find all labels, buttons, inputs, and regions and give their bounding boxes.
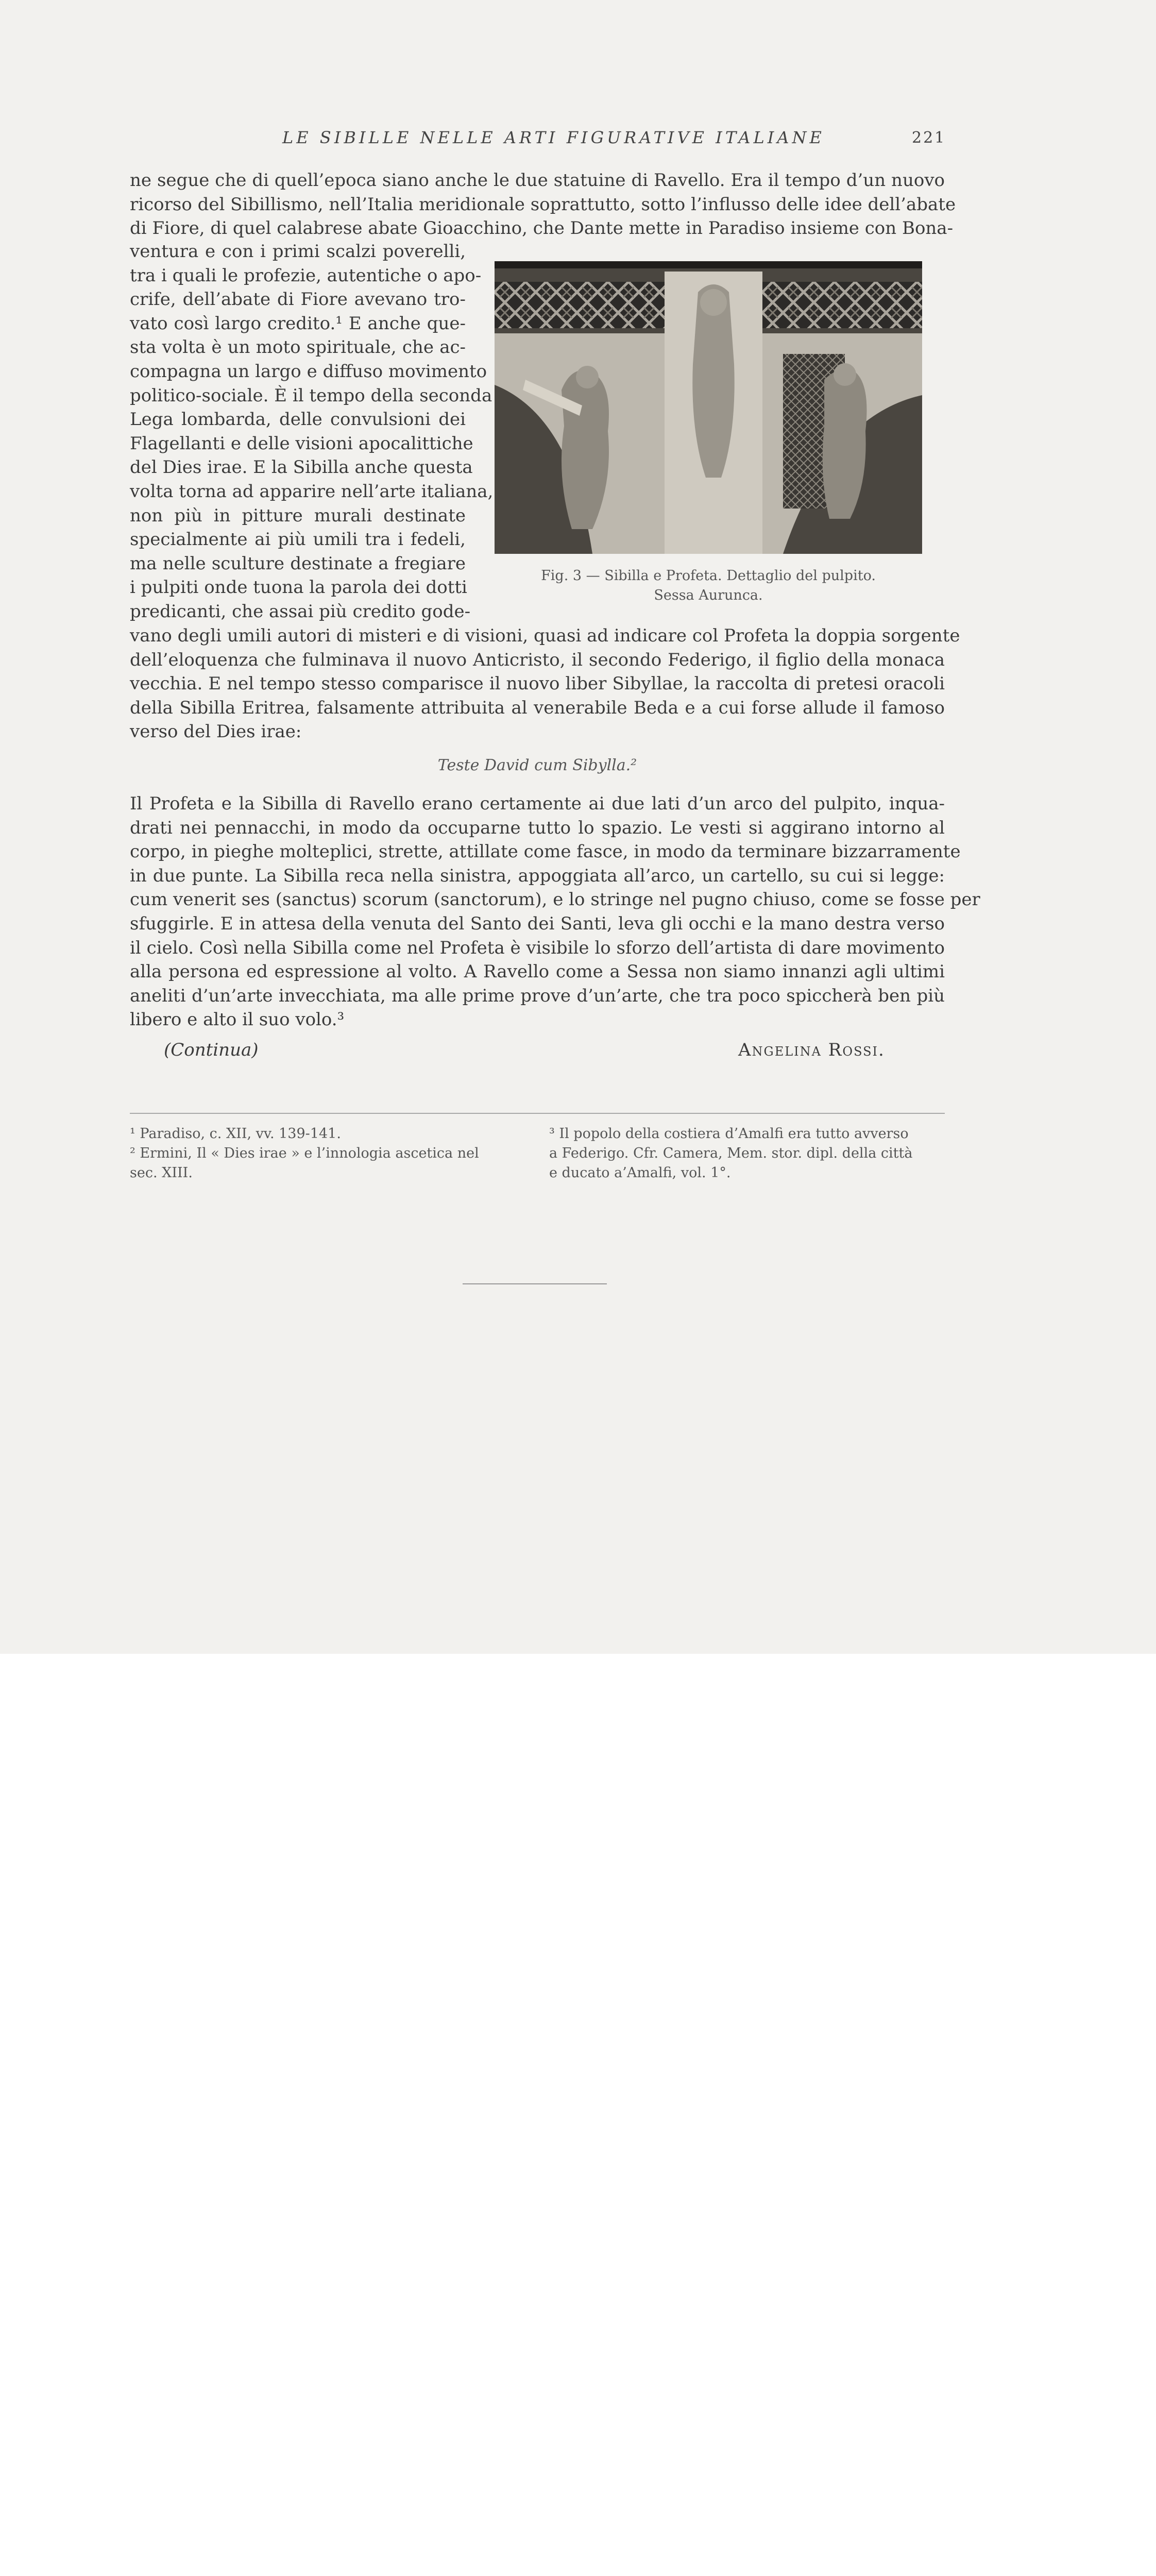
text-line: crife, dell’abate di Fiore avevano tro- (130, 289, 466, 310)
text-line: politico-sociale. È il tempo della seconda (130, 385, 492, 406)
text-line: corpo, in pieghe molteplici, strette, attillate come fasce, in modo da terminare bizzarramente (130, 841, 961, 862)
paragraph-2 (130, 792, 980, 1032)
paragraph-1 (130, 168, 956, 241)
text-line: cum venerit ses (sanctus) scorum (sanctorum), e lo stringe nel pugno chiuso, come se fosse per (130, 889, 980, 910)
paragraph-1-continued (130, 624, 960, 744)
text-line: il cielo. Così nella Sibilla come nel Profeta è visibile lo sforzo dell’artista di dare movimento (130, 937, 945, 958)
text-line: non più in pitture murali destinate (130, 505, 466, 526)
footnotes-left (130, 1124, 532, 1183)
text-line: specialmente ai più umili tra i fedeli, (130, 529, 466, 550)
text-line: vecchia. E nel tempo stesso comparisce il nuovo liber Sibyllae, la raccolta di pretesi oracoli (130, 673, 945, 694)
footnote-line: ² Ermini, Il « Dies irae » e l’innologia ascetica nel (130, 1145, 479, 1161)
text-line: ma nelle sculture destinate a fregiare (130, 553, 466, 574)
text-line: drati nei pennacchi, in modo da occuparne tutto lo spazio. Le vesti si aggirano intorno al (130, 817, 945, 838)
text-line: in due punte. La Sibilla reca nella sinistra, appoggiata all’arco, un cartello, su cui si legge: (130, 865, 945, 886)
end-divider (463, 1283, 607, 1284)
page-number: 221 (912, 129, 946, 147)
text-line: i pulpiti onde tuona la parola dei dotti (130, 577, 467, 598)
text-line: vato così largo credito.¹ E anche que- (130, 313, 466, 334)
text-line: del Dies irae. E la Sibilla anche questa (130, 457, 473, 478)
text-line: della Sibilla Eritrea, falsamente attribuita al venerabile Beda e a cui forse allude il famoso (130, 697, 945, 718)
text-line: Il Profeta e la Sibilla di Ravello erano certamente ai due lati d’un arco del pulpito, inqua- (130, 793, 945, 814)
relief-illustration (495, 261, 922, 554)
text-line: di Fiore, di quel calabrese abate Gioacchino, che Dante mette in Paradiso insieme con Bona- (130, 218, 954, 239)
text-line: tra i quali le profezie, autentiche o apo- (130, 265, 482, 286)
text-line: dell’eloquenza che fulminava il nuovo Anticristo, il secondo Federigo, il figlio della monaca (130, 649, 945, 670)
text-line: sta volta è un moto spirituale, che ac- (130, 337, 466, 358)
figure-photo-pulpit (495, 261, 922, 554)
text-line: verso del Dies irae: (130, 721, 302, 742)
text-line: Lega lombarda, delle convulsioni dei (130, 409, 466, 430)
text-line: vano degli umili autori di misteri e di visioni, quasi ad indicare col Profeta la doppia sorgente (130, 625, 960, 646)
text-line: volta torna ad apparire nell’arte italiana, (130, 481, 494, 502)
footnote-line: sec. XIII. (130, 1165, 193, 1181)
figure-caption (495, 566, 922, 605)
quotation: Teste David cum Sibylla.² (437, 756, 637, 774)
text-line: ne segue che di quell’epoca siano anche le due statuine di Ravello. Era il tempo d’un nuovo (130, 170, 945, 191)
caption-line: Sessa Aurunca. (654, 587, 763, 603)
text-line: libero e alto il suo volo.³ (130, 1009, 345, 1030)
footnote-line: ³ Il popolo della costiera d’Amalfi era tutto avverso (549, 1126, 909, 1142)
footnote-line: a Federigo. Cfr. Camera, Mem. stor. dipl. della città (549, 1145, 913, 1161)
text-line: ventura e con i primi scalzi poverelli, (130, 241, 466, 262)
continua-note: (Continua) (164, 1040, 259, 1060)
wrapped-text-column (130, 240, 494, 624)
text-line: alla persona ed espressione al volto. A Ravello come a Sessa non siamo innanzi agli ultimi (130, 961, 945, 982)
text-line: compagna un largo e diffuso movimento (130, 361, 487, 382)
footnote-line: ¹ Paradiso, c. XII, vv. 139-141. (130, 1126, 341, 1142)
caption-line: Fig. 3 — Sibilla e Profeta. Dettaglio del pulpito. (541, 568, 876, 584)
author-signature: Angelina Rossi. (738, 1040, 885, 1060)
footnote-divider (130, 1113, 945, 1114)
footnote-line: e ducato a’Amalfi, vol. 1°. (549, 1165, 731, 1181)
text-line: predicanti, che assai più credito gode- (130, 601, 471, 622)
text-line: aneliti d’un’arte invecchiata, ma alle prime prove d’un’arte, che tra poco spiccherà ben più (130, 985, 945, 1006)
text-line: ricorso del Sibillismo, nell’Italia meridionale soprattutto, sotto l’influsso delle idee dell’abate (130, 194, 956, 215)
footnotes-right (549, 1124, 946, 1183)
running-header: LE SIBILLE NELLE ARTI FIGURATIVE ITALIANE (282, 128, 825, 147)
footer-bar (0, 1654, 1156, 1748)
text-line: Flagellanti e delle visioni apocalittiche (130, 433, 473, 454)
text-line: sfuggirle. E in attesa della venuta del Santo dei Santi, leva gli occhi e la mano destra verso (130, 913, 945, 934)
